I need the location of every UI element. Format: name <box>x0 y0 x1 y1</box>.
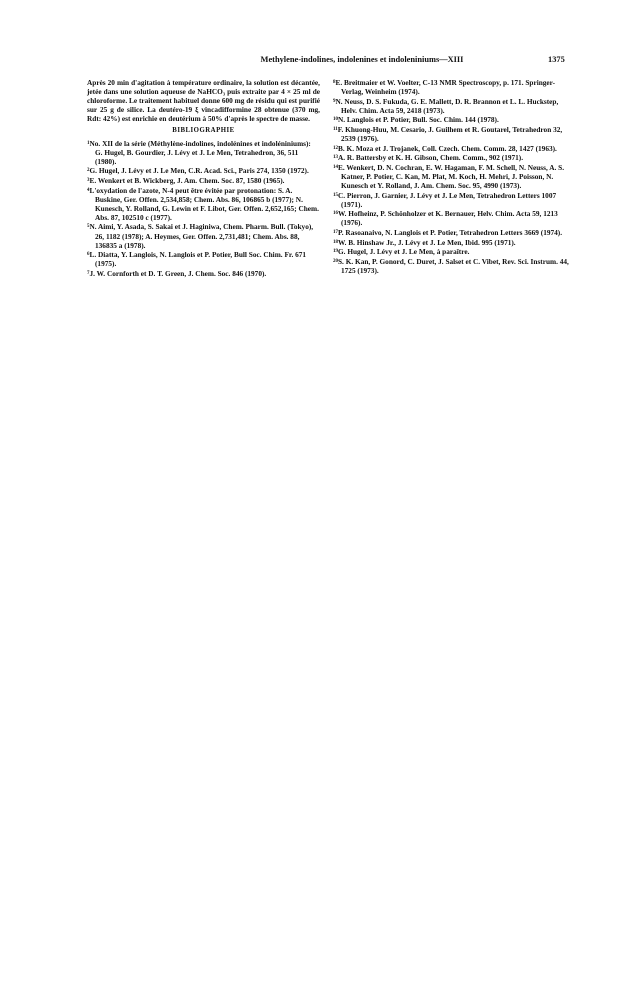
reference-number: 16 <box>333 211 338 217</box>
reference-number: 20 <box>333 258 338 264</box>
reference-item <box>333 209 571 227</box>
reference-item <box>333 153 571 162</box>
reference-item <box>333 238 571 247</box>
reference-item <box>333 115 571 124</box>
reference-number: 3 <box>87 177 90 183</box>
reference-text: C. Pierron, J. Garnier, J. Lévy et J. Le Men, Tetrahedron Letters 1007 (1971). <box>338 190 557 209</box>
page-number: 1375 <box>548 55 565 64</box>
reference-item <box>333 191 571 209</box>
reference-number: 19 <box>333 249 338 255</box>
reference-number: 12 <box>333 145 338 151</box>
reference-item <box>87 250 320 268</box>
reference-list-right <box>333 78 571 275</box>
reference-text: N. Langlois et P. Potier, Bull. Soc. Chim. 144 (1978). <box>338 115 499 125</box>
reference-text: S. K. Kan, P. Gonord, C. Duret, J. Salset et C. Vibet, Rev. Sci. Instrum. 44, 1725 (1973). <box>338 256 569 275</box>
reference-number: 10 <box>333 117 338 123</box>
reference-text: E. Wenkert et B. Wickberg, J. Am. Chem. Soc. 87, 1580 (1965). <box>89 175 285 185</box>
reference-number: 9 <box>333 98 336 104</box>
reference-text: L'oxydation de l'azote, N-4 peut être évitée par protonation: S. A. Buskine, Ger. Offen. 2,534,858; Chem. Abs. 86, 106865 b (1977); N. Kunesch, Y. Rolland, G. Lewin et F. Libot, Ger. Offen. 2,652,165; Chem. Abs. 87, 102510 c (1977). <box>89 185 319 222</box>
reference-number: 17 <box>333 230 338 235</box>
reference-text: L. Diatta, Y. Langlois, N. Langlois et P. Potier, Bull Soc. Chim. Fr. 671 (1975). <box>89 250 307 269</box>
reference-text: N. Neuss, D. S. Fukuda, G. E. Mallett, D. R. Brannon et L. L. Huckstep, Helv. Chim. Acta 59, 2418 (1973). <box>335 96 559 115</box>
reference-text: W. B. Hinshaw Jr., J. Lévy et J. Le Men, Ibid. 995 (1971). <box>338 237 516 247</box>
reference-item <box>333 78 571 96</box>
reference-number: 11 <box>333 126 338 132</box>
reference-item <box>87 166 320 175</box>
reference-item <box>87 269 320 278</box>
reference-number: 4 <box>87 187 90 193</box>
reference-text: B. K. Moza et J. Trojanek, Coll. Czech. Chem. Comm. 28, 1427 (1963). <box>338 143 557 153</box>
reference-number: 1 <box>87 140 90 146</box>
reference-number: 7 <box>87 270 90 276</box>
reference-number: 8 <box>333 80 336 85</box>
left-column <box>87 78 320 278</box>
reference-number: 15 <box>333 192 338 198</box>
reference-text: A. R. Battersby et K. H. Gibson, Chem. Comm., 902 (1971). <box>338 153 524 163</box>
reference-item <box>333 163 571 190</box>
reference-item <box>333 97 571 115</box>
reference-number: 6 <box>87 252 90 258</box>
reference-text: W. Hofheinz, P. Schönholzer et K. Bernauer, Helv. Chim. Acta 59, 1213 (1976). <box>338 209 558 228</box>
reference-item <box>333 247 571 256</box>
reference-number: 5 <box>87 224 90 230</box>
reference-item <box>333 228 571 237</box>
bibliography-title: BIBLIOGRAPHIE <box>172 127 235 135</box>
reference-text: F. Khuong-Huu, M. Cesario, J. Guilhem et R. Goutarel, Tetrahedron 32, 2539 (1976). <box>337 124 563 144</box>
reference-text: G. Hugel, J. Lévy et J. Le Men, à paraître. <box>338 247 470 257</box>
reference-text: E. Breitmaier et W. Voelter, C-13 NMR Spectroscopy, p. 171. Springer-Verlag, Weinheim (1974). <box>335 78 556 97</box>
reference-text: No. XII de la série (Méthylène-indolines, indolénines et indoléniniums): G. Hugel, B. Gourdier, J. Lévy et J. Le Men, Tetrahedron, 36, 511 (1980). <box>89 138 311 166</box>
reference-number: 14 <box>333 164 338 170</box>
reference-item <box>333 125 571 143</box>
reference-number: 18 <box>333 239 338 245</box>
reference-item <box>87 139 320 166</box>
reference-item <box>87 176 320 185</box>
reference-item <box>87 186 320 222</box>
reference-list-left <box>87 139 320 278</box>
reference-text: E. Wenkert, D. N. Cochran, E. W. Hagaman, F. M. Schell, N. Neuss, A. S. Katner, P. Potier, C. Kan, M. Plat, M. Koch, H. Mehri, J. Poisson, N. Kunesch et Y. Rolland, J. Am. Chem. Soc. 95, 4990 (1973). <box>338 162 565 191</box>
reference-number: 2 <box>87 168 90 174</box>
reference-number: 13 <box>333 155 338 161</box>
experimental-paragraph: Après 20 min d'agitation à température ordinaire, la solution est décantée, jetée dans une solution aqueuse de NaHCO₃ puis extraite par 4 × 25 ml de chloroforme. Le traitement habituel donne 600 mg de résidu qui est purifié sur 25 g de silice. La deutéro-19 ξ vincadifformine 28 obtenue (370 mg, Rdt: 42%) est enrichie en deutérium à 50% d'après le spectre de masse. <box>87 78 320 124</box>
reference-text: N. Aimi, Y. Asada, S. Sakai et J. Haginiwa, Chem. Pharm. Bull. (Tokyo), 26, 1182 (1978); A. Heymes, Ger. Offen. 2,731,481; Chem. Abs. 88, 136835 a (1978). <box>89 222 314 250</box>
reference-text: P. Rasoanaivo, N. Langlois et P. Potier, Tetrahedron Letters 3669 (1974). <box>338 228 563 237</box>
reference-item <box>333 144 571 153</box>
running-title: Methylene-indolines, indolenines et indoleniniums—XIII <box>260 55 464 64</box>
right-column <box>333 78 571 275</box>
reference-text: J. W. Cornforth et D. T. Green, J. Chem. Soc. 846 (1970). <box>89 268 267 278</box>
reference-item <box>87 222 320 249</box>
reference-text: G. Hugel, J. Lévy et J. Le Men, C.R. Acad. Sci., Paris 274, 1350 (1972). <box>89 166 309 176</box>
reference-item <box>333 257 571 275</box>
